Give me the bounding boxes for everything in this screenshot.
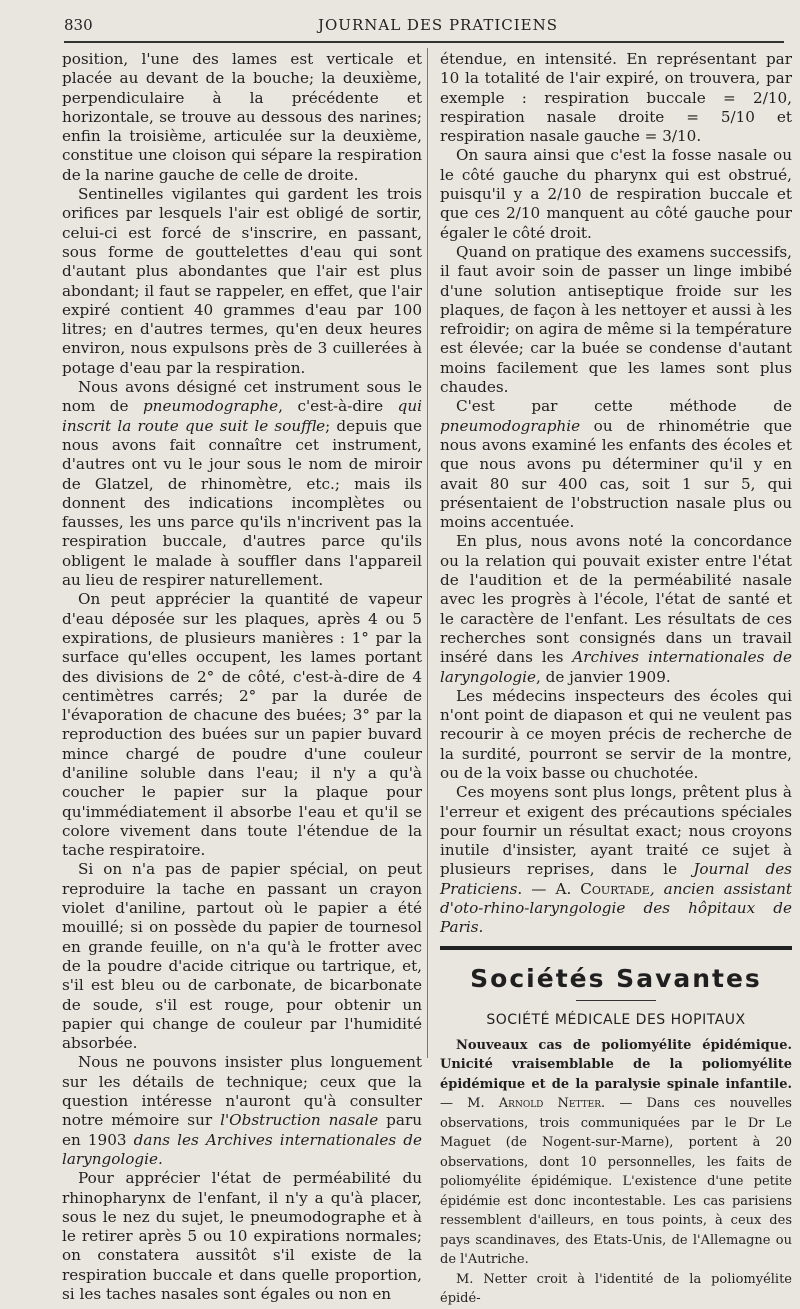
paragraph xyxy=(440,783,792,937)
text: Ces moyens sont plus longs, prêtent plus à l'erreur et exigent des précautions spéciales pour fournir un résultat exact; nous croyons inutile d'insister, ayant traité ce sujet à plusieurs reprises, dans le xyxy=(440,783,792,879)
paragraph: Quand on pratique des examens successifs, il faut avoir soin de passer un linge imbibé d'une solution antiseptique froide sur les plaques, de façon à les nettoyer et aussi à les refroidir; on agira de même si la température est élevée; car la buée se condense d'autant moins facilement que les lames sont plus chaudes. xyxy=(440,242,792,397)
italic-text: Archives internationales de laryngologie xyxy=(440,648,792,686)
text: ; depuis que nous avons fait connaître cet instrument, d'autres ont vu le jour sous le nom de miroir de Glatzel, de rhinomètre, etc.; mais ils donnent des indications incomplètes ou fausses, les uns parce qu'ils n'incrivent pas la respiration buccale, d'autres parce qu'ils obligent le malade à souffler dans l'appareil au lieu de respirer naturellement. xyxy=(62,416,422,590)
italic-text: qui inscrit la route que suit le souffle xyxy=(62,397,422,435)
paragraph: étendue, en intensité. En représentant par 10 la totalité de l'air expiré, on trouvera, par exemple : respiration buccale = 2/10, respiration nasale droite = 5/10 et respiration nasale gauche = 3/10. xyxy=(440,50,792,146)
journal-title: JOURNAL DES PRATICIENS xyxy=(318,16,559,34)
text: En plus, nous avons noté la concordance ou la relation qui pouvait exister entre l'état de l'audition et de la perméabilité nasale avec les progrès à l'école, l'état de santé et le caractère de l'enfant. Les résultats de ces recherches sont consignés dans un travail inséré dans les xyxy=(440,532,792,667)
paragraph: On peut apprécier la quantité de vapeur d'eau déposée sur les plaques, après 4 ou 5 expirations, de plusieurs manières : 1° par la surface qu'elles occupent, les lames portant des divisions de 2° de côté, c'est-à-dire de 4 centimètres carrés; 2° par la durée de l'évaporation de chacune des buées; 3° par la reproduction des buées sur un papier buvard mince chargé de poudre d'une couleur d'aniline soluble dans l'eau; il n'y a qu'à coucher le papier sur la plaque pour qu'immédiatement il absorbe l'eau et qu'il se colore vivement dans toute l'étendue de la tache respiratoire. xyxy=(62,590,422,860)
italic-text: pneumodographie xyxy=(440,416,581,435)
italic-text: , ancien assistant d'oto-rhino-laryngologie des hôpitaux de Paris. xyxy=(440,879,792,937)
header-rule xyxy=(64,41,784,43)
paragraph: M. Netter croit à l'identité de la poliomyélite épidé- xyxy=(440,1271,792,1307)
bold-text: Nouveaux cas de poliomyélite épidémique. Unicité vraisemblable de la poliomyélite épidémique et de la paralysie spinale infantile. xyxy=(440,1037,792,1092)
italic-text: l'Obstruction nasale xyxy=(220,1111,379,1130)
paragraph: Pour apprécier l'état de perméabilité du rhinopharynx de l'enfant, il n'y a qu'à placer, sous le nez du sujet, le pneumodographe et à le retirer après 5 ou 10 expirations normales; on constatera aussitôt s'il existe de la respiration buccale et dans quelle proportion, si les taches nasales sont égales ou non en xyxy=(62,1169,422,1303)
author-name: Courtade xyxy=(580,879,650,898)
author-name: Arnold Netter xyxy=(498,1096,602,1112)
text: C'est par cette méthode de xyxy=(456,397,792,416)
paragraph xyxy=(440,532,792,686)
section-rule xyxy=(440,946,792,950)
italic-text: pneumodographe xyxy=(142,397,279,416)
text: , de janvier 1909. xyxy=(535,667,671,686)
text: — M. xyxy=(440,1096,499,1112)
paragraph xyxy=(440,397,792,532)
subsection-title: SOCIÉTÉ MÉDICALE DES HOPITAUX xyxy=(486,1011,746,1028)
paragraph xyxy=(62,1053,422,1169)
title-rule xyxy=(576,1000,656,1001)
page-number: 830 xyxy=(64,16,93,34)
text: , c'est-à-dire xyxy=(278,397,398,416)
page-header xyxy=(0,12,800,36)
text: . — Dans ces nouvelles observations, trois communiquées par le Dr Le Maguet (de Nogent-sur-Marne), portent à 20 observations, dont 10 personnelles, les faits de poliomyélite épidémique. L'existence d'une petite épidémie est donc incontestable. Les cas parisiens ressemblent d'ailleurs, en tous points, à ceux des pays scandinaves, des Etats-Unis, de l'Allemagne ou de l'Autriche. xyxy=(440,1096,792,1268)
text: Nous avons désigné cet instrument sous le nom de xyxy=(62,378,422,416)
text: paru en 1903 xyxy=(62,1111,422,1149)
paragraph xyxy=(440,1036,792,1270)
section-title: Sociétés Savantes xyxy=(470,963,762,993)
left-column xyxy=(62,50,422,1304)
column-divider xyxy=(427,48,428,1058)
text: . — A. xyxy=(517,879,581,898)
paragraph: On saura ainsi que c'est la fosse nasale ou le côté gauche du pharynx qui est obstrué, puisqu'il y a 2/10 de respiration buccale et que ces 2/10 manquent au côté gauche pour égaler le côté droit. xyxy=(440,146,792,242)
text: Nous ne pouvons insister plus longuement sur les détails de technique; ceux que la question intéresse n'auront qu'à consulter notre mémoire sur xyxy=(62,1053,422,1130)
paragraph: position, l'une des lames est verticale et placée au devant de la bouche; la deuxième, perpendiculaire à la précédente et horizontale, se trouve au dessous des narines; enfin la troisième, articulée sur la deuxième, constitue une cloison qui sépare la respiration de la narine gauche de celle de droite. xyxy=(62,50,422,184)
text: ou de rhinométrie que nous avons examiné les enfants des écoles et que nous avons pu déterminer qu'il y en avait 80 sur 400 cas, soit 1 sur 5, qui présentaient de l'obstruction nasale plus ou moins accentuée. xyxy=(440,416,792,532)
italic-text: dans les Archives internationales de laryngologie. xyxy=(62,1130,423,1168)
paragraph xyxy=(62,378,422,590)
paragraph: Sentinelles vigilantes qui gardent les trois orifices par lesquels l'air est obligé de sortir, celui-ci est forcé de s'inscrire, en passant, sous forme de gouttelettes d'eau qui sont d'autant plus abondantes que l'air est plus abondant; il faut se rappeler, en effet, que l'air expiré contient 40 grammes d'eau par 100 litres; en d'autres termes, qu'en deux heures environ, nous expulsons près de 3 cuillerées à potage d'eau par la respiration. xyxy=(62,185,422,377)
paragraph: Les médecins inspecteurs des écoles qui n'ont point de diapason et qui ne veulent pas recourir à ce moyen précis de recherche de la surdité, pourront se servir de la montre, ou de la voix basse ou chuchotée. xyxy=(440,686,792,782)
right-column xyxy=(440,50,792,1309)
italic-text: Journal des Praticiens xyxy=(440,860,792,898)
paragraph: Si on n'a pas de papier spécial, on peut reproduire la tache en passant un crayon violet d'aniline, partout où le papier a été mouillé; si on possède du papier de tournesol en grande feuille, on n'a qu'à le frotter avec de la poudre d'acide citrique ou tartrique, et, s'il est bleu ou de carbonate, de bicarbonate de soude, s'il est rouge, pour obtenir un papier qui change de couleur par l'humidité absorbée. xyxy=(62,860,422,1053)
